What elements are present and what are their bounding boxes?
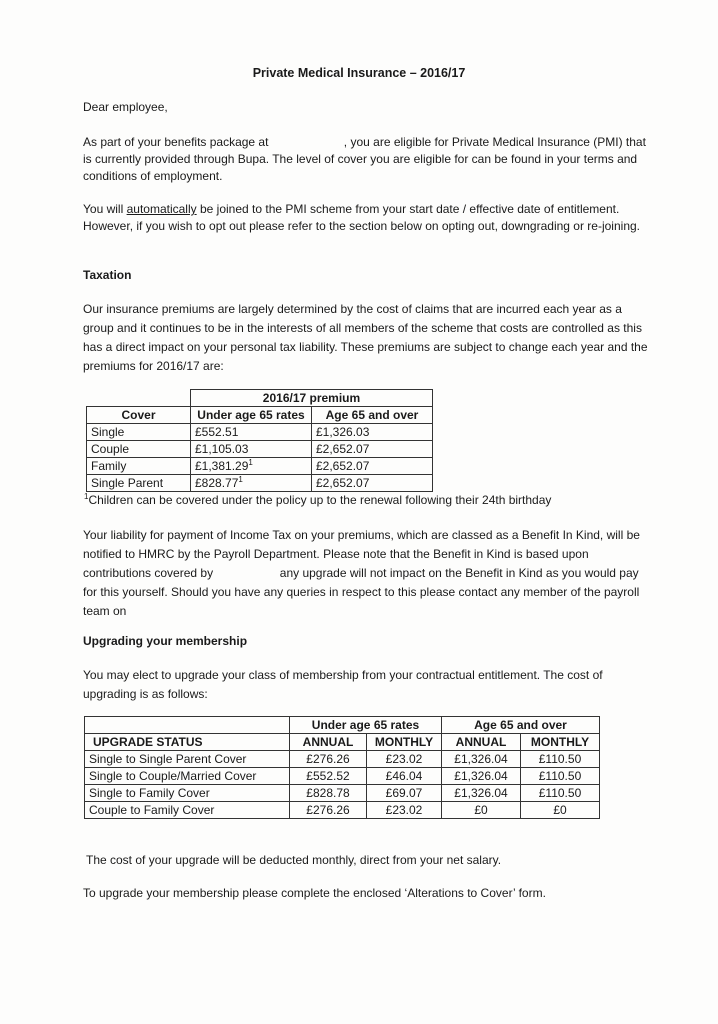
over65-cell: £2,652.07: [312, 441, 433, 458]
upgrade-group-under65: Under age 65 rates: [290, 717, 442, 734]
monthly-under65-cell: £23.02: [367, 802, 442, 819]
table-row: [87, 475, 433, 492]
taxation-paragraph: Our insurance premiums are largely determined by the cost of claims that are incurred each year as a group and it continues to be in the interests of all members of the scheme that costs are controlled as this has a direct impact on your personal tax liability. These premiums are subject to change each year and the premiums for 2016/17 are:: [83, 302, 648, 373]
liability-part2: any upgrade will not impact on the Benefit in Kind as you would pay for this yourself. Should you have any queries in respect to this please contact any member of the payroll team on: [83, 566, 640, 618]
upgrade-table: [84, 716, 600, 819]
monthly-over65-cell: £0: [521, 802, 600, 819]
intro-paragraph: [83, 134, 653, 185]
liability-paragraph: [83, 526, 653, 621]
table-row: [85, 785, 600, 802]
col-header-monthly-under65: MONTHLY: [367, 734, 442, 751]
col-header-status: UPGRADE STATUS: [85, 734, 290, 751]
monthly-over65-cell: £110.50: [521, 768, 600, 785]
table-row: [85, 751, 600, 768]
under65-cell: £1,381.29$^1$: [191, 458, 312, 475]
under65-cell: £828.77$^1$: [191, 475, 312, 492]
cover-cell: Family: [87, 458, 191, 475]
over65-cell: £1,326.03: [312, 424, 433, 441]
monthly-under65-cell: £69.07: [367, 785, 442, 802]
auto-join-emphasis: automatically: [126, 202, 197, 216]
annual-under65-cell: £276.26: [290, 802, 367, 819]
premium-footnote: $^1$Children can be covered under the policy up to the renewal following their 24th birthday: [84, 492, 552, 507]
table-row: [87, 424, 433, 441]
table-row: [85, 768, 600, 785]
liability-part1: Your liability for payment of Income Tax on your premiums, which are classed as a Benefit In Kind, will be notified to HMRC by the Payroll Department. Please note that the Benefit in Kind is based upon contributions covered by: [83, 528, 640, 580]
cover-cell: Couple: [87, 441, 191, 458]
form-note-paragraph: To upgrade your membership please complete the enclosed ‘Alterations to Cover’ form.: [83, 886, 546, 900]
annual-under65-cell: £828.78: [290, 785, 367, 802]
premium-header-row: [87, 407, 433, 424]
col-header-annual-under65: ANNUAL: [290, 734, 367, 751]
empty-cell: [87, 390, 191, 407]
col-header-over65: Age 65 and over: [312, 407, 433, 424]
premium-table: [86, 389, 433, 492]
under65-cell: £552.51: [191, 424, 312, 441]
col-header-cover: Cover: [87, 407, 191, 424]
cover-cell: Single Parent: [87, 475, 191, 492]
annual-over65-cell: £1,326.04: [442, 751, 521, 768]
status-cell: Single to Couple/Married Cover: [85, 768, 290, 785]
intro-part2: , you are eligible for Private Medical Insurance (PMI) that is currently provided through Bupa. The level of cover you are eligible for can be found in your terms and conditions of employment.: [83, 135, 646, 183]
table-row: [87, 441, 433, 458]
monthly-over65-cell: £110.50: [521, 751, 600, 768]
upgrade-group-over65: Age 65 and over: [442, 717, 600, 734]
over65-cell: £2,652.07: [312, 458, 433, 475]
upgrading-heading: Upgrading your membership: [83, 634, 248, 648]
upgrade-group-row: [85, 717, 600, 734]
col-header-monthly-over65: MONTHLY: [521, 734, 600, 751]
annual-over65-cell: £1,326.04: [442, 785, 521, 802]
annual-under65-cell: £276.26: [290, 751, 367, 768]
deduction-paragraph: The cost of your upgrade will be deducted monthly, direct from your net salary.: [86, 853, 502, 867]
intro-part1: As part of your benefits package at: [83, 135, 269, 149]
monthly-under65-cell: £23.02: [367, 751, 442, 768]
col-header-under65: Under age 65 rates: [191, 407, 312, 424]
taxation-heading: Taxation: [83, 268, 132, 282]
premium-group-header: 2016/17 premium: [191, 390, 433, 407]
status-cell: Single to Single Parent Cover: [85, 751, 290, 768]
auto-join-part1: You will: [83, 202, 124, 216]
upgrading-paragraph: You may elect to upgrade your class of membership from your contractual entitlement. The cost of upgrading is as follows:: [83, 668, 603, 701]
status-cell: Single to Family Cover: [85, 785, 290, 802]
table-row: [87, 458, 433, 475]
col-header-annual-over65: ANNUAL: [442, 734, 521, 751]
annual-under65-cell: £552.52: [290, 768, 367, 785]
over65-cell: £2,652.07: [312, 475, 433, 492]
monthly-over65-cell: £110.50: [521, 785, 600, 802]
auto-join-part2: be joined to the PMI scheme from your start date / effective date of entitlement. However, if you wish to opt out please refer to the section below on opting out, downgrading or re-joining.: [83, 202, 640, 233]
salutation: Dear employee,: [83, 100, 168, 114]
empty-cell: [85, 717, 290, 734]
table-row: [85, 802, 600, 819]
annual-over65-cell: £1,326.04: [442, 768, 521, 785]
page-title: Private Medical Insurance – 2016/17: [252, 66, 466, 80]
cover-cell: Single: [87, 424, 191, 441]
footnote-mark: 1: [84, 492, 89, 501]
monthly-under65-cell: £46.04: [367, 768, 442, 785]
status-cell: Couple to Family Cover: [85, 802, 290, 819]
upgrade-header-row: [85, 734, 600, 751]
auto-join-paragraph: [83, 201, 653, 235]
premium-group-row: [87, 390, 433, 407]
annual-over65-cell: £0: [442, 802, 521, 819]
under65-cell: £1,105.03: [191, 441, 312, 458]
